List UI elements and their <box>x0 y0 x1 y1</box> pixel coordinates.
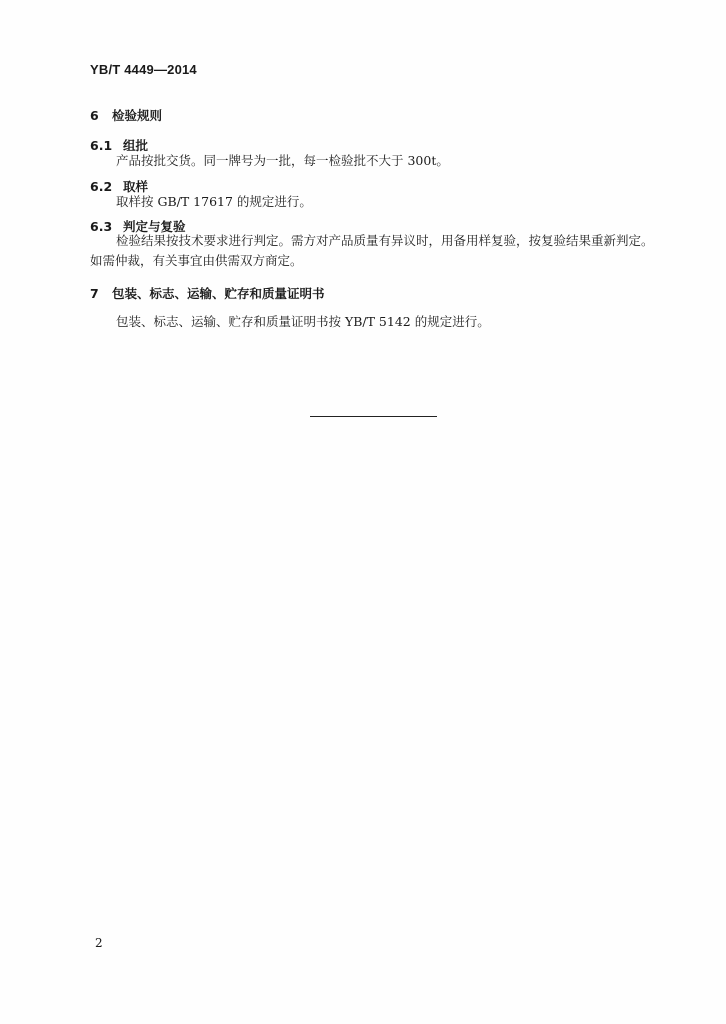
section-6-3-number: 6.3 <box>90 219 113 234</box>
section-7-number: 7 <box>90 286 99 301</box>
section-6-number: 6 <box>90 108 99 123</box>
end-of-standard-rule <box>310 416 437 417</box>
section-7-heading <box>90 284 325 302</box>
section-6-3-text-line1: 检验结果按技术要求进行判定。需方对产品质量有异议时，用备用样复验，按复验结果重新判定。 <box>116 233 654 248</box>
section-6-2-text: 取样按 GB/T 17617 的规定进行。 <box>116 194 312 209</box>
page-number: 2 <box>95 936 103 950</box>
standard-code: YB/T 4449—2014 <box>90 62 197 77</box>
section-7-text: 包装、标志、运输、贮存和质量证明书按 YB/T 5142 的规定进行。 <box>116 314 490 329</box>
section-6-2-number: 6.2 <box>90 179 113 194</box>
section-6-heading <box>90 106 162 124</box>
section-6-1-number: 6.1 <box>90 138 113 153</box>
section-6-3-text-line2: 如需仲裁，有关事宜由供需双方商定。 <box>90 253 303 268</box>
section-6-title: 检验规则 <box>112 108 163 123</box>
section-6-1-text: 产品按批交货。同一牌号为一批，每一检验批不大于 300t。 <box>116 153 449 168</box>
section-6-3-title: 判定与复验 <box>123 219 186 234</box>
section-7-title: 包装、标志、运输、贮存和质量证明书 <box>112 286 325 301</box>
section-6-2-title: 取样 <box>123 179 149 194</box>
section-6-1-title: 组批 <box>123 138 149 153</box>
